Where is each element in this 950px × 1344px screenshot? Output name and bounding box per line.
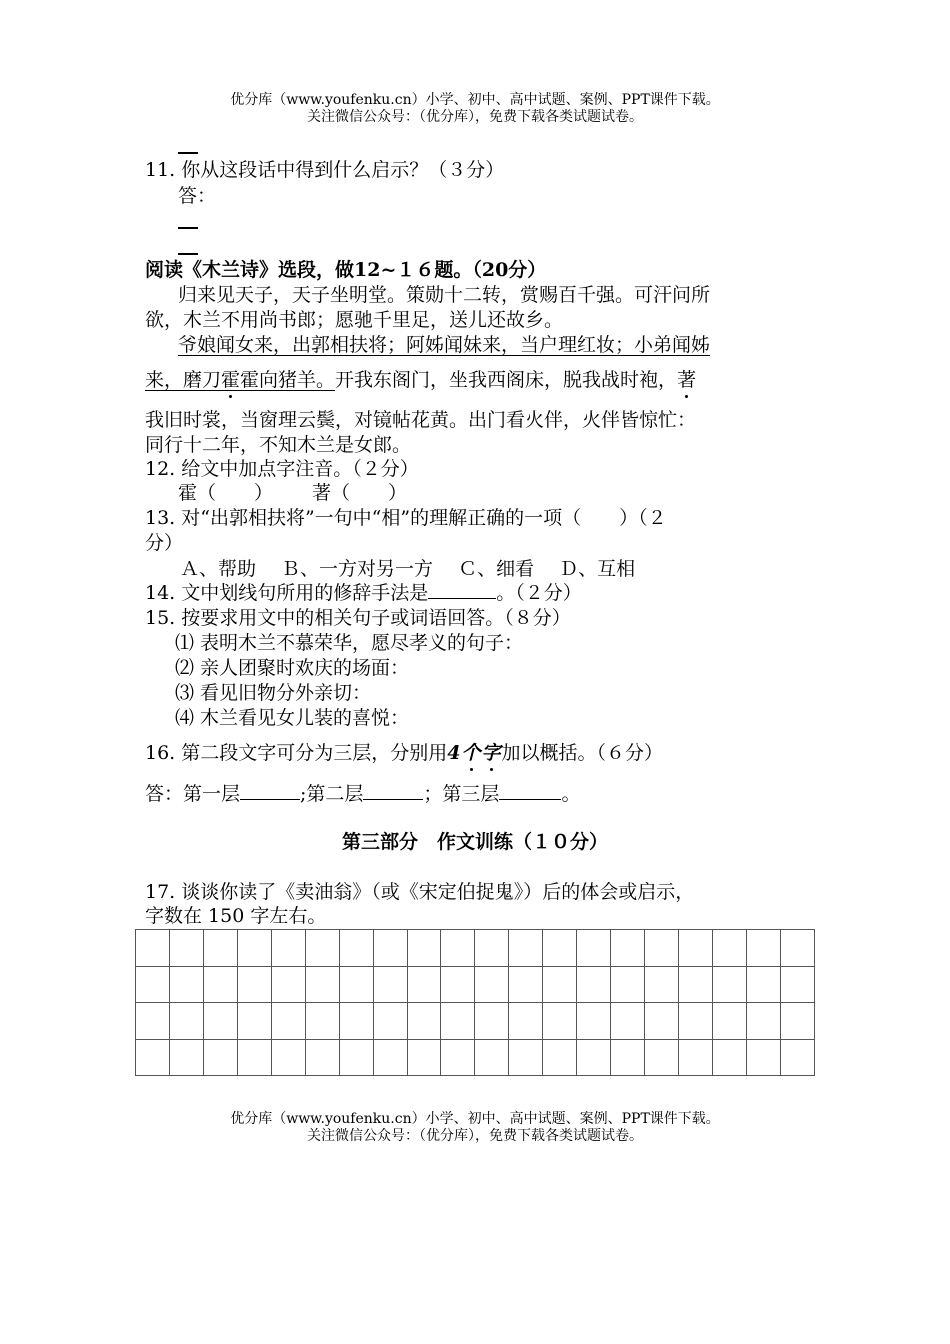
grid-cell[interactable] — [611, 1039, 645, 1076]
grid-cell[interactable] — [475, 966, 509, 1003]
grid-cell[interactable] — [305, 930, 339, 967]
passage-p1-line2: 欲，木兰不用尚书郎；愿驰千里足，送儿还故乡。 — [145, 309, 564, 331]
passage-p2-line3: 我旧时裳，当窗理云鬓，对镜帖花黄。出门看火伴，火伴皆惊忙： — [145, 409, 697, 431]
grid-cell[interactable] — [543, 1039, 577, 1076]
grid-cell[interactable] — [237, 930, 271, 967]
q13-question-line2: 分） — [145, 532, 184, 554]
grid-cell[interactable] — [780, 966, 814, 1003]
grid-cell[interactable] — [645, 966, 679, 1003]
answer-line — [178, 152, 198, 154]
q12-item-zhu: 著（ ） — [312, 482, 408, 504]
page-footer-line1: 优分库（www.youfenku.cn）小学、初中、高中试题、案例、PPT课件下载。 — [230, 1111, 720, 1127]
grid-cell[interactable] — [543, 1003, 577, 1040]
grid-cell[interactable] — [780, 930, 814, 967]
handwritten-zi: 字 — [481, 742, 502, 764]
grid-cell[interactable] — [712, 1003, 746, 1040]
grid-cell[interactable] — [305, 966, 339, 1003]
grid-cell[interactable] — [339, 1039, 373, 1076]
grid-cell[interactable] — [611, 930, 645, 967]
grid-cell[interactable] — [611, 1003, 645, 1040]
q13-options: Ａ、帮助 Ｂ、一方对另一方 Ｃ、细看 Ｄ、互相 — [180, 558, 636, 580]
q16-points: 加以概括。（６分） — [501, 742, 664, 764]
grid-cell[interactable] — [712, 966, 746, 1003]
grid-cell[interactable] — [339, 930, 373, 967]
q12-item-huo: 霍（ ） — [178, 482, 274, 504]
grid-cell[interactable] — [169, 966, 203, 1003]
grid-cell[interactable] — [543, 966, 577, 1003]
q11-question: 11. 你从这段话中得到什么启示？（３分） — [145, 159, 505, 181]
q17-line1: 17. 谈谈你读了《卖油翁》（或《宋定伯捉鬼》）后的体会或启示， — [145, 881, 695, 903]
grid-cell[interactable] — [441, 966, 475, 1003]
passage-p2-line1: 爷娘闻女来，出郭相扶将；阿姊闻妹来，当户理红妆；小弟闻姊 — [178, 334, 711, 356]
page-footer-line2: 关注微信公众号：（优分库），免费下载各类试题试卷。 — [307, 1128, 643, 1144]
grid-cell[interactable] — [271, 1039, 305, 1076]
grid-cell[interactable] — [136, 966, 170, 1003]
grid-row — [136, 1039, 815, 1076]
grid-cell[interactable] — [780, 1003, 814, 1040]
q16-blank-2[interactable] — [363, 799, 423, 800]
grid-cell[interactable] — [407, 930, 441, 967]
grid-cell[interactable] — [679, 1003, 713, 1040]
grid-cell[interactable] — [203, 1039, 237, 1076]
passage-p2-line2 — [145, 368, 696, 392]
grid-cell[interactable] — [339, 1003, 373, 1040]
dotted-char-huo: 霍 — [221, 369, 241, 391]
page-header-line1: 优分库（www.youfenku.cn）小学、初中、高中试题、案例、PPT课件下载。 — [230, 92, 720, 108]
grid-cell[interactable] — [441, 1039, 475, 1076]
grid-cell[interactable] — [407, 1039, 441, 1076]
answer-line — [178, 253, 198, 255]
grid-row — [136, 1003, 815, 1040]
grid-cell[interactable] — [645, 930, 679, 967]
q16-question — [145, 741, 663, 765]
grid-cell[interactable] — [712, 1039, 746, 1076]
grid-cell[interactable] — [509, 930, 543, 967]
grid-cell[interactable] — [373, 1039, 407, 1076]
answer-line — [178, 227, 198, 229]
grid-cell[interactable] — [475, 1003, 509, 1040]
grid-cell[interactable] — [645, 1003, 679, 1040]
underlined-sentence-b: 霍向猪羊。 — [240, 369, 336, 391]
grid-cell[interactable] — [373, 1003, 407, 1040]
reading-title: 阅读《木兰诗》选段，做12~１６题。（20分） — [145, 259, 547, 281]
grid-cell[interactable] — [203, 930, 237, 967]
q16-answer-label: 答：第一层 — [145, 783, 241, 805]
handwritten-ge: 个 — [461, 742, 482, 764]
grid-cell[interactable] — [203, 966, 237, 1003]
q15-item-3: ⑶ 看见旧物分外亲切： — [175, 682, 372, 704]
grid-cell[interactable] — [271, 966, 305, 1003]
q14-points: 。（２分） — [496, 582, 582, 604]
grid-cell[interactable] — [577, 966, 611, 1003]
grid-cell[interactable] — [577, 1003, 611, 1040]
grid-cell[interactable] — [305, 1003, 339, 1040]
q16-blank-1[interactable] — [240, 799, 300, 800]
grid-cell[interactable] — [746, 930, 780, 967]
grid-cell[interactable] — [339, 966, 373, 1003]
grid-cell[interactable] — [136, 1039, 170, 1076]
q17-line2: 字数在 150 字左右。 — [145, 905, 327, 927]
grid-cell[interactable] — [271, 930, 305, 967]
grid-cell[interactable] — [611, 966, 645, 1003]
grid-cell[interactable] — [441, 1003, 475, 1040]
grid-cell[interactable] — [373, 930, 407, 967]
grid-row — [136, 930, 815, 967]
grid-cell[interactable] — [271, 1003, 305, 1040]
q16-answer-row — [145, 782, 580, 806]
grid-row — [136, 966, 815, 1003]
grid-cell[interactable] — [679, 966, 713, 1003]
grid-cell[interactable] — [509, 1003, 543, 1040]
q14-text: 14. 文中划线句所用的修辞手法是 — [145, 582, 429, 604]
q16-second-label: ;第二层 — [300, 783, 364, 805]
q15-question: 15. 按要求用文中的相关句子或词语回答。（８分） — [145, 607, 571, 629]
q14-question — [145, 581, 582, 605]
q16-period: 。 — [561, 783, 581, 805]
grid-cell[interactable] — [645, 1039, 679, 1076]
passage-p2-line4: 同行十二年，不知木兰是女郎。 — [145, 434, 412, 456]
part3-title: 第三部分 作文训练（１０分） — [341, 831, 608, 853]
grid-cell[interactable] — [169, 1003, 203, 1040]
grid-cell[interactable] — [136, 930, 170, 967]
q15-item-1: ⑴ 表明木兰不慕荣华，愿尽孝义的句子： — [175, 632, 524, 654]
grid-cell[interactable] — [475, 930, 509, 967]
grid-cell[interactable] — [780, 1039, 814, 1076]
grid-cell[interactable] — [237, 966, 271, 1003]
passage-continuation: 开我东阁门，坐我西阁床，脱我战时袍， — [335, 369, 678, 391]
handwritten-4: 4 — [447, 742, 462, 764]
grid-cell[interactable] — [136, 1003, 170, 1040]
q16-third-label: ；第三层 — [423, 783, 500, 805]
grid-cell[interactable] — [203, 1003, 237, 1040]
grid-cell[interactable] — [441, 930, 475, 967]
q12-question: 12. 给文中加点字注音。（２分） — [145, 458, 419, 480]
dotted-char-zhu: 著 — [677, 369, 697, 391]
grid-cell[interactable] — [543, 930, 577, 967]
q15-item-2: ⑵ 亲人团聚时欢庆的场面： — [175, 657, 410, 679]
grid-cell[interactable] — [407, 1003, 441, 1040]
q16-text: 16. 第二段文字可分为三层，分别用 — [145, 742, 448, 764]
grid-cell[interactable] — [237, 1003, 271, 1040]
grid-cell[interactable] — [475, 1039, 509, 1076]
grid-cell[interactable] — [746, 966, 780, 1003]
grid-cell[interactable] — [305, 1039, 339, 1076]
grid-cell[interactable] — [746, 1039, 780, 1076]
q16-blank-3[interactable] — [499, 799, 561, 800]
passage-p1-line1: 归来见天子，天子坐明堂。策勋十二转，赏赐百千强。可汗问所 — [178, 284, 711, 306]
q13-question-line1: 13. 对“出郭相扶将”一句中“相”的理解正确的一项（ ）（２ — [145, 507, 667, 529]
grid-cell[interactable] — [373, 966, 407, 1003]
grid-cell[interactable] — [509, 966, 543, 1003]
grid-cell[interactable] — [746, 1003, 780, 1040]
grid-cell[interactable] — [577, 1039, 611, 1076]
grid-cell[interactable] — [169, 930, 203, 967]
grid-cell[interactable] — [237, 1039, 271, 1076]
grid-cell[interactable] — [509, 1039, 543, 1076]
grid-cell[interactable] — [577, 930, 611, 967]
grid-cell[interactable] — [679, 1039, 713, 1076]
grid-cell[interactable] — [407, 966, 441, 1003]
grid-cell[interactable] — [679, 930, 713, 967]
grid-cell[interactable] — [169, 1039, 203, 1076]
q14-blank[interactable] — [428, 598, 496, 599]
grid-cell[interactable] — [712, 930, 746, 967]
underlined-sentence-a: 来，磨刀 — [145, 369, 222, 391]
page-header-line2: 关注微信公众号：（优分库），免费下载各类试题试卷。 — [307, 109, 643, 125]
composition-grid[interactable] — [135, 929, 815, 1076]
q11-answer-label: 答： — [178, 185, 217, 207]
q15-item-4: ⑷ 木兰看见女儿装的喜悦： — [175, 707, 410, 729]
